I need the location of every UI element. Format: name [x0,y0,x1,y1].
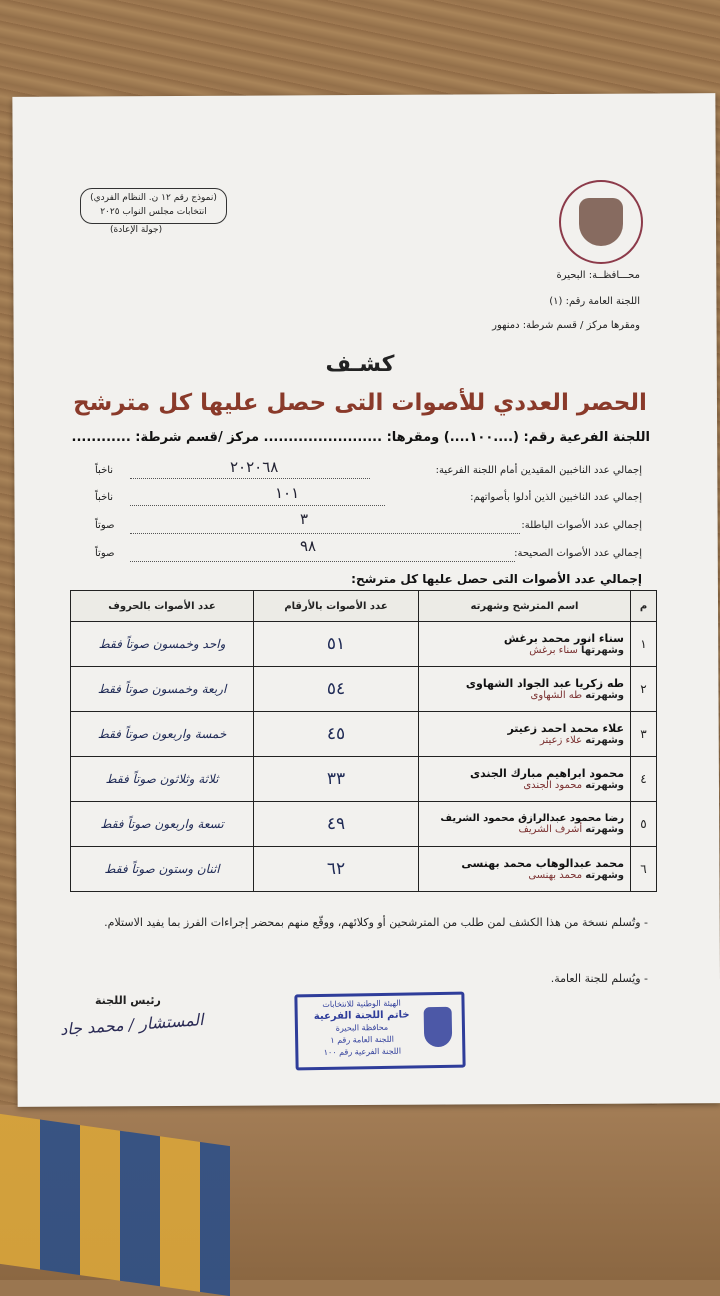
summary-label-voted: إجمالي عدد الناخبين الذين أدلوا بأصواتهم: [470,492,642,503]
candidate-cell [419,667,631,712]
candidate-name: رضا محمود عبدالرازق محمود الشريف [440,813,624,824]
note-general-committee: - ويُسلم للجنة العامة. [550,972,648,985]
dotted-line [130,561,515,562]
table-header-row [71,591,657,622]
table-row [71,712,657,757]
dotted-line [130,478,370,479]
stamp-line-2: خاتم اللجنة الفرعية [313,1009,410,1023]
stamp-line-3: محافظة البحيرة [335,1022,389,1033]
row-no: ٤ [631,757,657,802]
chair-signature: المستشار / محمد جاد [59,1010,205,1039]
table-row [71,802,657,847]
tiled-floor [0,1114,230,1296]
national-election-authority-logo-icon [559,180,643,264]
stamp-line-4: اللجنة العامة رقم ١ [330,1034,395,1045]
summary-unit-valid: صوتاً [95,548,115,559]
votes-words: واحد وخمسون صوتاً فقط [71,622,254,667]
header-no: م [631,591,657,622]
summary-label-valid: إجمالي عدد الأصوات الصحيحة: [514,548,642,559]
summary-label-invalid: إجمالي عدد الأصوات الباطلة: [521,520,642,531]
candidate-cell [419,757,631,802]
candidate-cell [419,712,631,757]
votes-words: اثنان وستون صوتاً فقط [71,847,254,892]
form-number-box [80,188,227,224]
committee-stamp [294,992,465,1071]
committee-seat: ومقرها مركز / قسم شرطة: دمنهور [492,320,640,331]
form-line-2: انتخابات مجلس النواب ٢٠٢٥ [100,207,207,217]
form-line-1: (نموذج رقم ١٢ ن. النظام الفردي) [90,193,217,203]
summary-value-invalid: ٣ [300,510,309,528]
candidate-name: محمد عبدالوهاب محمد بهنسى [461,857,624,870]
section-title: إجمالي عدد الأصوات التى حصل عليها كل مترشح: [351,572,642,586]
candidate-fame: وشهرته محمد بهنسى [528,870,624,881]
candidate-fame: وشهرته محمود الجندى [523,780,624,791]
candidate-cell [419,622,631,667]
row-no: ٣ [631,712,657,757]
table-row [71,622,657,667]
summary-unit-voted: ناخباً [95,492,114,503]
candidate-name: محمود ابراهيم مبارك الجندى [470,767,624,780]
table-row [71,757,657,802]
votes-digits: ٤٩ [254,802,419,847]
page-title-small: كشـف [325,352,395,377]
votes-digits: ٥٤ [254,667,419,712]
general-committee: اللجنة العامة رقم: (١) [549,296,640,307]
form-line-3: (جولة الإعادة) [110,225,163,235]
row-no: ٥ [631,802,657,847]
votes-digits: ٣٣ [254,757,419,802]
header-votes-words: عدد الأصوات بالحروف [71,591,254,622]
candidate-fame: وشهرته أشرف الشريف [518,824,624,835]
row-no: ١ [631,622,657,667]
candidate-fame: وشهرته علاء زعيتر [539,735,624,746]
table-row [71,847,657,892]
stamp-line-1: الهيئة الوطنية للانتخابات [322,998,401,1010]
candidate-name: سناء انور محمد برغش [503,632,624,645]
results-table [70,590,657,892]
summary-value-registered: ٢٠٢٠٦٨ [230,458,279,476]
chair-label: رئيس اللجنة [95,994,161,1007]
candidate-cell [419,847,631,892]
votes-words: ثلاثة وثلاثون صوتاً فقط [71,757,254,802]
votes-digits: ٤٥ [254,712,419,757]
summary-unit-registered: ناخباً [95,465,114,476]
governorate: محـــافظــة: البحيرة [556,270,640,281]
row-no: ٦ [631,847,657,892]
votes-digits: ٥١ [254,622,419,667]
stamp-line-5: اللجنة الفرعية رقم ١٠٠ [323,1046,402,1057]
summary-label-registered: إجمالي عدد الناخبين المقيدين أمام اللجنة الفرعية: [435,465,642,476]
votes-words: خمسة واربعون صوتاً فقط [71,712,254,757]
summary-value-valid: ٩٨ [300,537,317,555]
table-row [71,667,657,712]
eagle-emblem-icon [424,1007,453,1047]
candidate-name: طه زكريا عبد الجواد الشهاوى [465,677,624,690]
votes-digits: ٦٢ [254,847,419,892]
votes-words: تسعة واربعون صوتاً فقط [71,802,254,847]
votes-words: اربعة وخمسون صوتاً فقط [71,667,254,712]
summary-unit-invalid: صوتاً [95,520,115,531]
header-name: اسم المترشح وشهرته [419,591,631,622]
candidate-name: علاء محمد احمد زعيتر [507,722,624,735]
subcommittee-line: اللجنة الفرعية رقم: (....١٠٠....) ومقرها: ........................ مركز /قسم شرطة: ............ [71,430,650,445]
candidate-fame: وشهرتها سناء برغش [529,645,624,656]
summary-value-voted: ١٠١ [275,484,300,502]
candidate-fame: وشهرته طه الشهاوى [530,690,624,701]
note-copy-delivery: - وتُسلم نسخة من هذا الكشف لمن طلب من المترشحين أو وكلائهم، ووقّع منهم بمحضر إجراءات الفرز بما يفيد الاستلام. [104,916,648,929]
dotted-line [130,505,385,506]
dotted-line [130,533,520,534]
candidate-cell [419,802,631,847]
page-title: الحصر العددي للأصوات التى حصل عليها كل مترشح [73,390,647,416]
header-votes-digits: عدد الأصوات بالأرقام [254,591,419,622]
row-no: ٢ [631,667,657,712]
